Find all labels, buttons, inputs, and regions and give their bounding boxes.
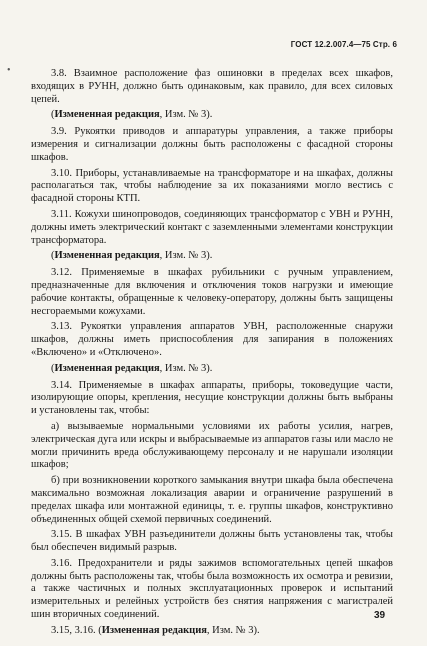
- edition-label: Измененная редакция: [54, 109, 160, 121]
- edition-suffix: , Изм. № 3).: [159, 109, 213, 121]
- section-3-10: 3.10. Приборы, устанавливаемые на трансформаторе и на шкафах, должны располагаться так, чтобы наблюдение за их показаниями могло вестись с фасадной стороны КТП.: [31, 167, 393, 205]
- section-3-13: 3.13. Рукоятки управления аппаратов УВН, расположенные снаружи шкафов, должны иметь приспособления для запирания в положениях «Включено» и «Отключено».: [31, 321, 393, 358]
- edition-label: Измененная редакция: [54, 362, 160, 374]
- margin-mark: •: [7, 65, 11, 76]
- section-3-14: 3.14. Применяемые в шкафах аппараты, приборы, токоведущие части, изолирующие опоры, крепления, несущие конструкции должны быть выбраны и установлены так, чтобы:: [31, 379, 393, 417]
- section-3-14-b: б) при возникновении короткого замыкания внутри шкафа была обеспечена максимально возможная локализация аварии и ограничение разрушений в пределах шкафа или монтажной единицы, т. е. группы шкафов, конструктивно объединенных общей схемой первичных соединений.: [31, 475, 393, 525]
- edition-suffix: , Изм. № 3).: [159, 362, 213, 374]
- section-3-9: 3.9. Рукоятки приводов и аппаратуры управления, а также приборы измерения и сигнализации должны быть расположены с фасадной стороны шкафов.: [31, 126, 393, 163]
- section-3-14-a: а) вызываемые нормальными условиями их работы усилия, нагрев, электрическая дуга или искры и выбрасываемые из аппаратов газы или масло не могли причинить вреда обслуживающему персоналу и не нарушали изоляции шкафов;: [31, 420, 393, 471]
- page-header: ГОСТ 12.2.007.4—75 Стр. 6: [290, 40, 397, 49]
- section-3-16: 3.16. Предохранители и ряды зажимов вспомогательных цепей шкафов должны быть расположены так, чтобы была возможность их осмотра и ревизии, а также частичных и полных эксплуатационных проверок и испытаний измерительных и релейных устройств без снятия напряжения с магистралей шин вторичных соединений.: [31, 557, 393, 621]
- edition-label: Измененная редакция: [54, 250, 160, 262]
- document-body: [31, 68, 393, 642]
- section-3-12: 3.12. Применяемые в шкафах рубильники с ручным управлением, предназначенные для включения и отключения токов нагрузки и имеющие рабочие контакты, обращенные к человеку-оператору, должны быть защищены несгораемыми кожухами.: [31, 267, 393, 317]
- edition-prefix: 3.15, 3.16. (: [51, 624, 102, 636]
- edition-suffix: , Изм. № 3).: [206, 624, 260, 636]
- edition-label: Измененная редакция: [101, 624, 207, 636]
- edition-note-1: (Измененная редакция, Изм. № 3).: [51, 109, 213, 121]
- edition-note-4: [31, 625, 393, 638]
- section-3-8: 3.8. Взаимное расположение фаз ошиновки в пределах всех шкафов, входящих в РУНН, должно быть одинаковым, как правило, для всех силовых цепей.: [31, 68, 393, 105]
- section-3-15: 3.15. В шкафах УВН разъединители должны быть установлены так, чтобы был обеспечен видимый разрыв.: [31, 529, 393, 554]
- section-3-11: 3.11. Кожухи шинопроводов, соединяющих трансформатор с УВН и РУНН, должны иметь электрический контакт с заземленными элементами конструкции трансформатора.: [31, 208, 393, 246]
- page-number: 39: [374, 610, 386, 621]
- edition-suffix: , Изм. № 3).: [159, 250, 213, 262]
- edition-note-2: (Измененная редакция, Изм. № 3).: [51, 250, 213, 262]
- edition-note-3: (Измененная редакция, Изм. № 3).: [51, 362, 213, 374]
